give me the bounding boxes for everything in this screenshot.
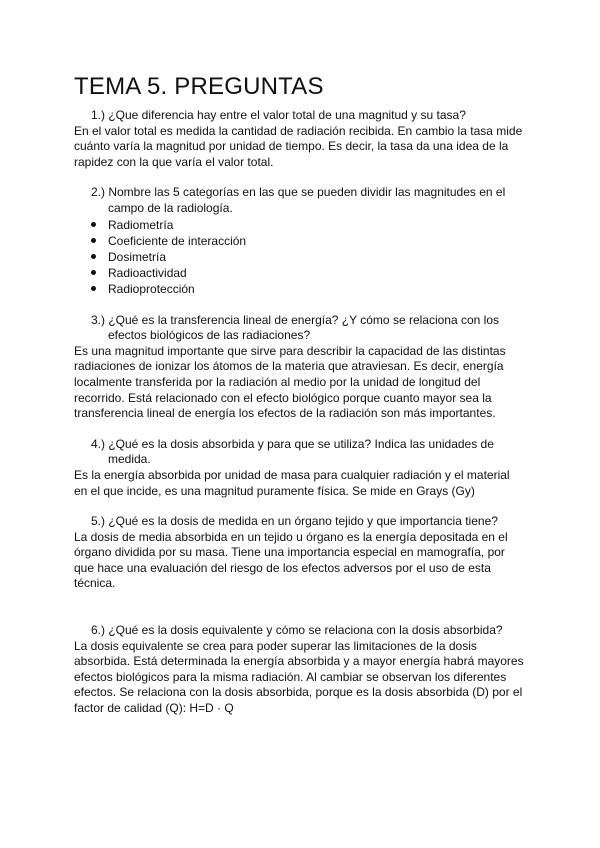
list-item-label: Dosimetría <box>108 249 167 264</box>
question-5: 5.) ¿Qué es la dosis de medida en un órgano tejido y que importancia tiene? <box>91 514 498 529</box>
answer-5: La dosis de media absorbida en un tejido u órgano es la energía depositada en el órgano dividida por su masa. Tiene una importancia especial en mamografía, por que hace una evaluación del riesgo de los efectos adversos por el uso de esta técnica. <box>74 529 508 591</box>
bullet-icon <box>91 222 96 227</box>
answer-1: En el valor total es medida la cantidad de radiación recibida. En cambio la tasa mide cuánto varía la magnitud por unidad de tiempo. Es decir, la tasa da una idea de la rapidez con la que varía el valor total. <box>74 123 523 169</box>
bullet-icon <box>91 254 96 259</box>
list-item-label: Radioprotección <box>108 282 195 297</box>
list-item <box>74 265 526 281</box>
answer-6: La dosis equivalente se crea para poder superar las limitaciones de la dosis absorbida. Está determinada la energía absorbida y a mayor energía habrá mayores efectos biológicos para la misma radiación. Al cambiar se observan los diferentes efectos. Se relaciona con la dosis absorbida, porque es la dosis absorbida (D) por el factor de calidad (Q): H=D · Q <box>74 638 524 716</box>
page-title: TEMA 5. PREGUNTAS <box>74 73 324 100</box>
list-item <box>74 281 526 297</box>
category-list <box>74 217 526 298</box>
bullet-icon <box>91 270 96 275</box>
question-2: 2.) Nombre las 5 categorías en las que se pueden dividir las magnitudes en el campo de la radiología. <box>91 185 506 215</box>
answer-4: Es la energía absorbida por unidad de masa para cualquier radiación y el material en el que incide, es una magnitud puramente física. Se mide en Grays (Gy) <box>74 467 510 498</box>
list-item <box>74 233 526 249</box>
list-item <box>74 217 526 233</box>
list-item-label: Radioactividad <box>108 266 187 281</box>
question-1: 1.) ¿Que diferencia hay entre el valor total de una magnitud y su tasa? <box>91 108 466 122</box>
list-item-label: Radiometría <box>108 217 174 232</box>
list-item-label: Coeficiente de interacción <box>108 233 247 248</box>
question-3: 3.) ¿Qué es la transferencia lineal de energía? ¿Y cómo se relaciona con los efectos biológicos de las radiaciones? <box>91 312 499 343</box>
answer-3: Es una magnitud importante que sirve para describir la capacidad de las distintas radiaciones de ionizar los átomos de la materia que atraviesan. Es decir, energía localmente transferida por la radiación al medio por la unidad de longitud del recorrido. Está relacionado con el efecto biológico porque cuanto mayor sea la transferencia lineal de energía los efectos de la radiación son más importantes. <box>74 343 506 421</box>
bullet-icon <box>91 286 96 291</box>
question-6: 6.) ¿Qué es la dosis equivalente y cómo se relaciona con la dosis absorbida? <box>91 623 503 638</box>
bullet-icon <box>91 238 96 243</box>
list-item <box>74 249 526 265</box>
question-4: 4.) ¿Qué es la dosis absorbida y para que se utiliza? Indica las unidades de medida. <box>91 436 494 467</box>
